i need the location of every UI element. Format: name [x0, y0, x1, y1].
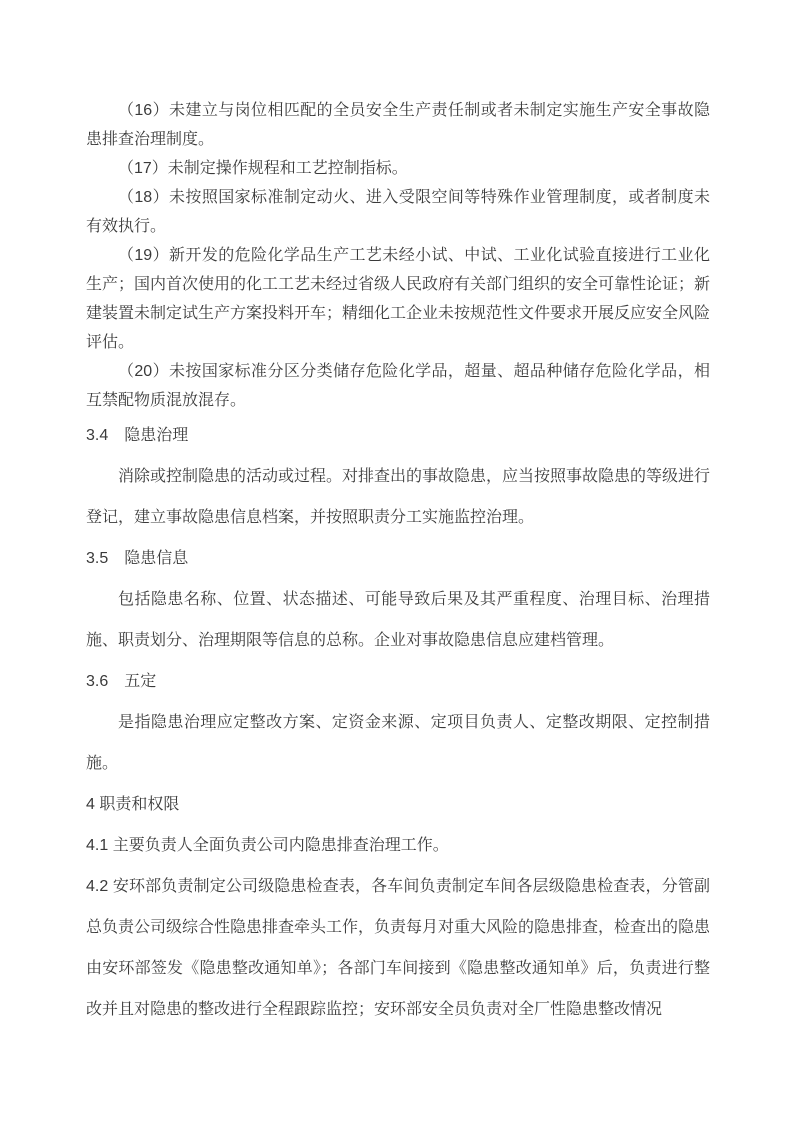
clause-4-2: 4.2 安环部负责制定公司级隐患检查表，各车间负责制定车间各层级隐患检查表，分管副总负责公司级综合性隐患排查牵头工作，负责每月对重大风险的隐患排查，检查出的隐患由安环部签发《隐患整改通知单》；各部门车间接到《隐患整改通知单》后，负责进行整改并且对隐患的整改进行全程跟踪监控；安环部安全员负责对全厂性隐患整改情况 — [86, 878, 711, 1018]
section-body-3-4: 消除或控制隐患的活动或过程。对排查出的事故隐患，应当按照事故隐患的等级进行登记，建立事故隐患信息档案，并按照职责分工实施监控治理。 — [86, 468, 711, 526]
clause-19: （19）新开发的危险化学品生产工艺未经小试、中试、工业化试验直接进行工业化生产；国内首次使用的化工工艺未经过省级人民政府有关部门组织的安全可靠性论证；新建装置未制定试生产方案投料开车；精细化工企业未按规范性文件要求开展反应安全风险评估。 — [86, 247, 711, 351]
section-heading-3-5: 3.5 隐患信息 — [86, 550, 189, 567]
clause-17: （17）未制定操作规程和工艺控制指标。 — [118, 160, 408, 177]
section-heading-3-4: 3.4 隐患治理 — [86, 427, 189, 444]
section-body-3-6: 是指隐患治理应定整改方案、定资金来源、定项目负责人、定整改期限、定控制措施。 — [86, 714, 710, 772]
clause-4-1: 4.1 主要负责人全面负责公司内隐患排查治理工作。 — [86, 837, 449, 854]
section-body-3-5: 包括隐患名称、位置、状态描述、可能导致后果及其严重程度、治理目标、治理措施、职责划分、治理期限等信息的总称。企业对事故隐患信息应建档管理。 — [86, 591, 710, 649]
chapter-heading-4: 4 职责和权限 — [86, 796, 180, 813]
clause-16: （16）未建立与岗位相匹配的全员安全生产责任制或者未制定实施生产安全事故隐患排查治理制度。 — [86, 102, 710, 148]
clause-20: （20）未按国家标准分区分类储存危险化学品，超量、超品种储存危险化学品，相互禁配物质混放混存。 — [86, 363, 710, 409]
section-heading-3-6: 3.6 五定 — [86, 673, 157, 690]
clause-18: （18）未按照国家标准制定动火、进入受限空间等特殊作业管理制度，或者制度未有效执行。 — [86, 189, 710, 235]
